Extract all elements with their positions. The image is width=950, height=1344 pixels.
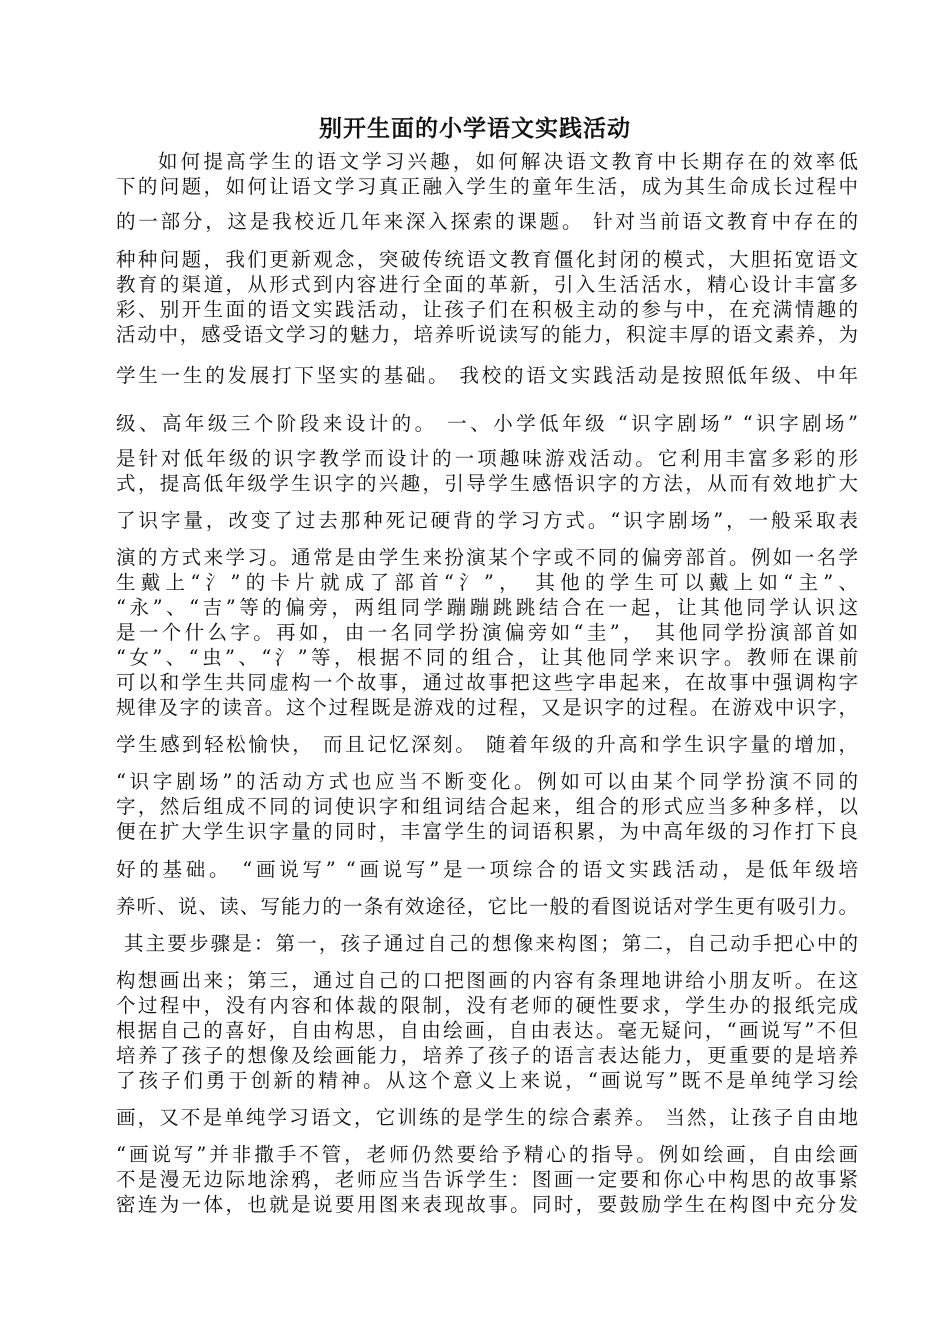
body-line: 种种问题，我们更新观念，突破传统语文教育僵化封闭的模式，大胆拓宽语文: [116, 248, 858, 271]
body-line: 个过程中，没有内容和体裁的限制，没有老师的硬性要求，学生办的报纸完成: [116, 994, 858, 1017]
body-line: 字，然后组成不同的词使识字和组词结合起来，组合的形式应当多种多样，以: [116, 795, 858, 818]
body-line: 下的问题，如何让语文学习真正融入学生的童年生活，成为其生命成长过程中: [116, 175, 858, 198]
document-title: 别开生面的小学语文实践活动: [319, 115, 631, 142]
body-line: 养听、说、读、写能力的一条有效途径，它比一般的看图说话对学生更有吸引力。: [116, 895, 858, 918]
body-line: “女”、“虫”、“氵”等，根据不同的组合，让其他同学来识字。教师在课前: [116, 646, 858, 669]
body-line: 教育的渠道，从形式到内容进行全面的革新，引入生活活水，精心设计丰富多: [116, 273, 858, 296]
body-line: 是一个什么字。再如，由一名同学扮演偏旁如“圭”， 其他同学扮演部首如: [116, 621, 858, 644]
body-line: 根据自己的喜好，自由构思，自由绘画，自由表达。毫无疑问，“画说写”不但: [116, 1019, 858, 1042]
body-line: “永”、“吉”等的偏旁，两组同学蹦蹦跳跳结合在一起，让其他同学认识这: [116, 596, 858, 619]
body-line: 是针对低年级的识字教学而设计的一项趣味游戏活动。它利用丰富多彩的形: [116, 447, 858, 470]
body-line: “画说写”并非撒手不管，老师仍然要给予精心的指导。例如绘画，自由绘画: [116, 1143, 858, 1166]
body-line: 式，提高低年级学生识字的兴趣，引导学生感悟识字的方法，从而有效地扩大: [116, 472, 858, 495]
body-line: 构想画出来；第三，通过自己的口把图画的内容有条理地讲给小朋友听。在这: [116, 969, 858, 992]
body-line: 的一部分，这是我校近几年来深入探索的课题。 针对当前语文教育中存在的: [116, 210, 858, 233]
body-line: 学生一生的发展打下坚实的基础。 我校的语文实践活动是按照低年级、中年: [116, 364, 858, 387]
body-line: 其主要步骤是：第一，孩子通过自己的想像来构图；第二，自己动手把心中的: [124, 932, 858, 955]
body-line: 学生感到轻松愉快， 而且记忆深刻。 随着年级的升高和学生识字量的增加，: [116, 733, 858, 756]
body-line: 规律及字的读音。这个过程既是游戏的过程，又是识字的过程。在游戏中识字，: [116, 696, 858, 719]
body-line: “识字剧场”的活动方式也应当不断变化。例如可以由某个同学扮演不同的: [116, 770, 858, 793]
body-line: 彩、别开生面的语文实践活动，让孩子们在积极主动的参与中，在充满情趣的: [116, 298, 858, 321]
body-line: 便在扩大学生识字量的同时，丰富学生的词语积累，为中高年级的习作打下良: [116, 820, 858, 843]
body-line: 如何提高学生的语文学习兴趣，如何解决语文教育中长期存在的效率低: [158, 150, 858, 173]
body-line: 不是漫无边际地涂鸦，老师应当告诉学生：图画一定要和你心中构思的故事紧: [116, 1168, 858, 1191]
body-line: 级、高年级三个阶段来设计的。 一、小学低年级 “识字剧场” “识字剧场”: [116, 412, 858, 435]
body-line: 生戴上“氵”的卡片就成了部首“氵”， 其他的学生可以戴上如“主”、: [116, 571, 858, 594]
body-line: 活动中，感受语文学习的魅力，培养听说读写的能力，积淀丰厚的语文素养，为: [116, 323, 858, 346]
body-line: 了孩子们勇于创新的精神。从这个意义上来说，“画说写”既不是单纯学习绘: [116, 1069, 858, 1092]
body-line: 密连为一体，也就是说要用图来表现故事。同时，要鼓励学生在构图中充分发: [116, 1193, 858, 1216]
body-line: 了识字量，改变了过去那种死记硬背的学习方式。“识字剧场”，一般采取表: [116, 509, 858, 532]
body-line: 演的方式来学习。通常是由学生来扮演某个字或不同的偏旁部首。例如一名学: [116, 546, 858, 569]
body-line: 好的基础。 “画说写” “画说写”是一项综合的语文实践活动，是低年级培: [116, 858, 858, 881]
body-line: 画，又不是单纯学习语文，它训练的是学生的综合素养。 当然，让孩子自由地: [116, 1106, 858, 1129]
body-line: 培养了孩子的想像及绘画能力，培养了孩子的语言表达能力，更重要的是培养: [116, 1044, 858, 1067]
body-line: 可以和学生共同虚构一个故事，通过故事把这些字串起来，在故事中强调构字: [116, 671, 858, 694]
